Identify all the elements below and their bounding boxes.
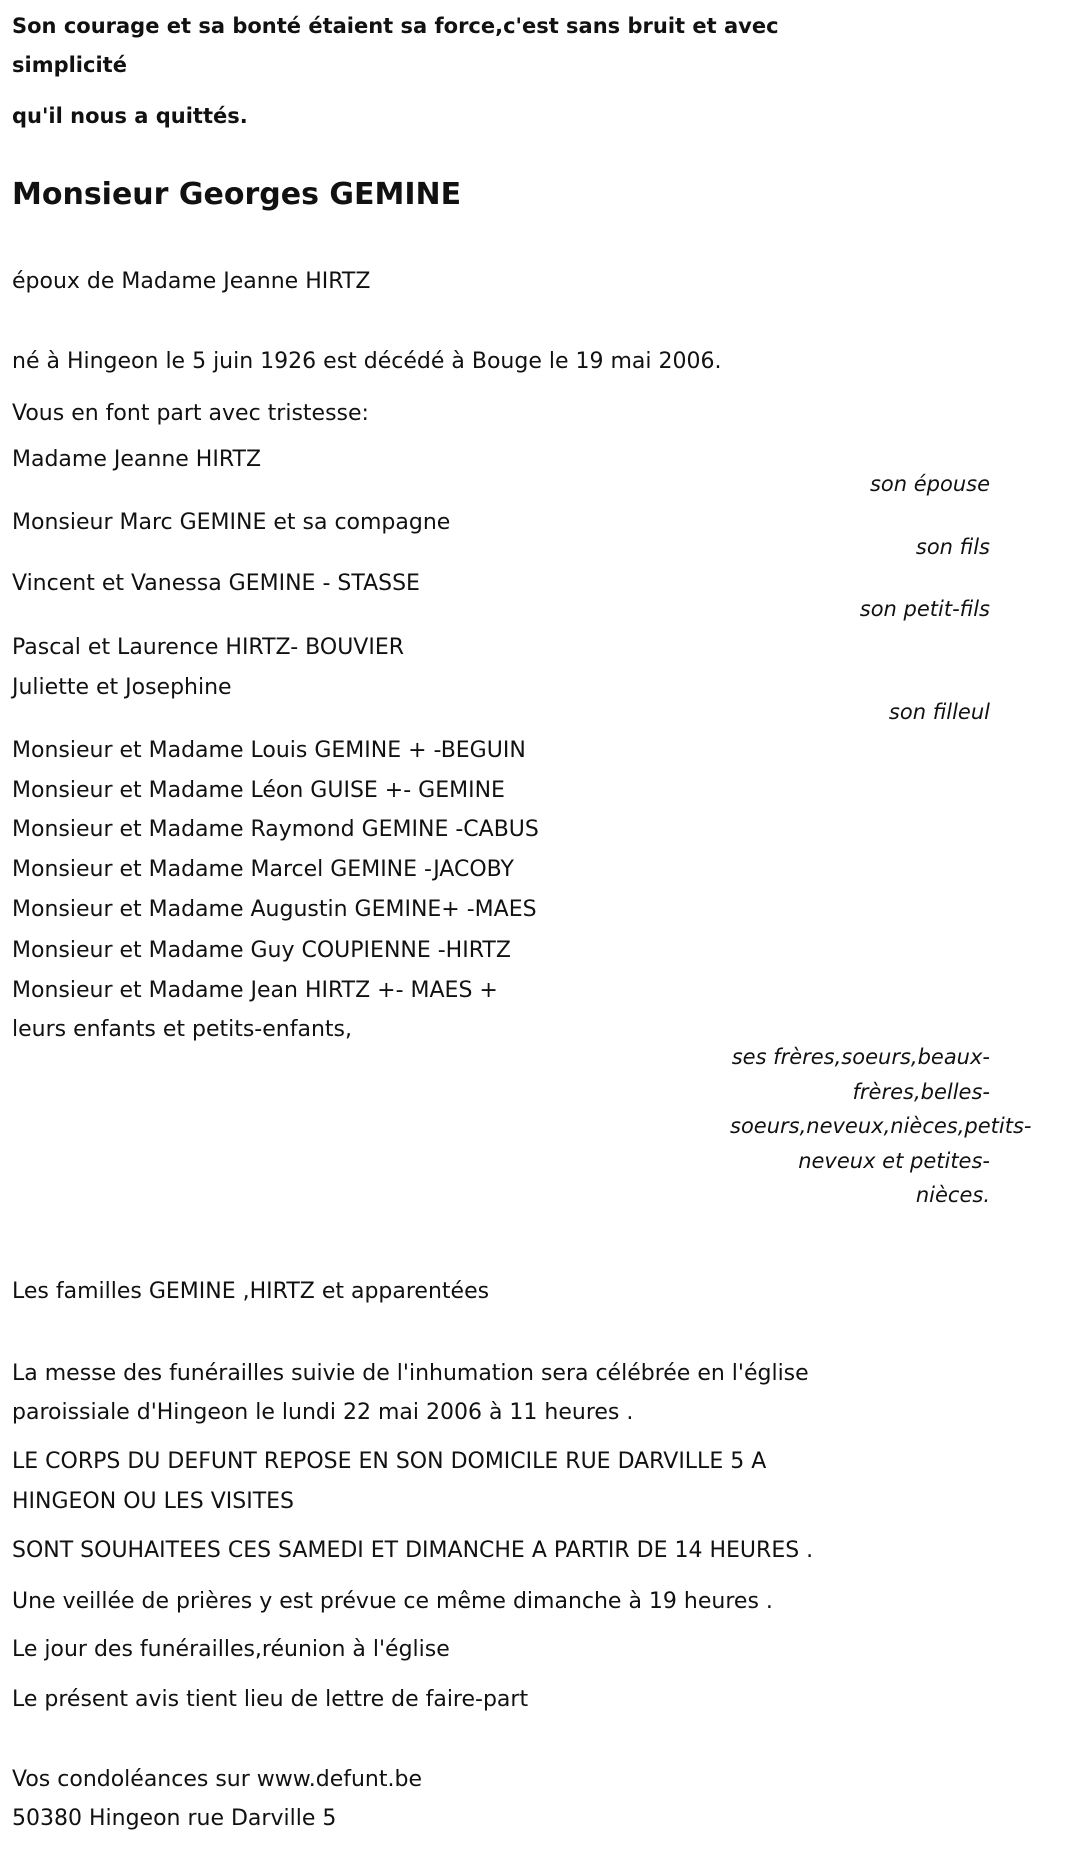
funeral-line: SONT SOUHAITEES CES SAMEDI ET DIMANCHE A PARTIR DE 14 HEURES .	[12, 1538, 814, 1563]
deceased-name: Monsieur Georges GEMINE	[12, 177, 462, 212]
address-line: 50380 Hingeon rue Darville 5	[12, 1806, 337, 1831]
sibling-line: Monsieur et Madame Augustin GEMINE+ -MAES	[12, 897, 537, 922]
quote-line: simplicité	[12, 53, 127, 77]
spouse-line: époux de Madame Jeanne HIRTZ	[12, 269, 371, 294]
family-relation: son filleul	[888, 700, 990, 724]
families-line: Les familles GEMINE ,HIRTZ et apparentées	[12, 1279, 490, 1304]
funeral-line: LE CORPS DU DEFUNT REPOSE EN SON DOMICILE RUE DARVILLE 5 A	[12, 1449, 767, 1474]
siblings-relation: ses frères,soeurs,beaux-frères,belles-soeurs,neveux,nièces,petits-neveux et petites-nièces.	[730, 1045, 1032, 1207]
funeral-line: Le présent avis tient lieu de lettre de faire-part	[12, 1687, 529, 1712]
sibling-line: Monsieur et Madame Marcel GEMINE -JACOBY	[12, 857, 514, 882]
sibling-line: Monsieur et Madame Jean HIRTZ +- MAES +	[12, 978, 498, 1003]
family-names: Madame Jeanne HIRTZ	[12, 447, 262, 472]
family-relation: son fils	[915, 535, 990, 559]
condolences-line: Vos condoléances sur www.defunt.be	[12, 1767, 422, 1792]
funeral-line: paroissiale d'Hingeon le lundi 22 mai 2006 à 11 heures .	[12, 1400, 634, 1425]
quote-line: Son courage et sa bonté étaient sa force,c'est sans bruit et avec	[12, 14, 779, 38]
family-names: Vincent et Vanessa GEMINE - STASSE	[12, 571, 420, 596]
sibling-line: leurs enfants et petits-enfants,	[12, 1017, 352, 1042]
family-names: Pascal et Laurence HIRTZ- BOUVIER	[12, 635, 405, 660]
sibling-line: Monsieur et Madame Louis GEMINE + -BEGUIN	[12, 738, 526, 763]
funeral-line: Une veillée de prières y est prévue ce même dimanche à 19 heures .	[12, 1589, 773, 1614]
sibling-line: Monsieur et Madame Léon GUISE +- GEMINE	[12, 778, 505, 803]
birth-death-line: né à Hingeon le 5 juin 1926 est décédé à Bouge le 19 mai 2006.	[12, 349, 722, 374]
quote-line: qu'il nous a quittés.	[12, 104, 248, 128]
intro-line: Vous en font part avec tristesse:	[12, 401, 369, 426]
funeral-line: La messe des funérailles suivie de l'inhumation sera célébrée en l'église	[12, 1361, 809, 1386]
family-names: Juliette et Josephine	[12, 675, 232, 700]
sibling-line: Monsieur et Madame Raymond GEMINE -CABUS	[12, 817, 539, 842]
family-relation: son épouse	[869, 472, 990, 496]
family-names: Monsieur Marc GEMINE et sa compagne	[12, 510, 451, 535]
sibling-line: Monsieur et Madame Guy COUPIENNE -HIRTZ	[12, 938, 511, 963]
funeral-line: Le jour des funérailles,réunion à l'église	[12, 1637, 450, 1662]
funeral-line: HINGEON OU LES VISITES	[12, 1489, 295, 1514]
family-relation: son petit-fils	[859, 597, 990, 621]
